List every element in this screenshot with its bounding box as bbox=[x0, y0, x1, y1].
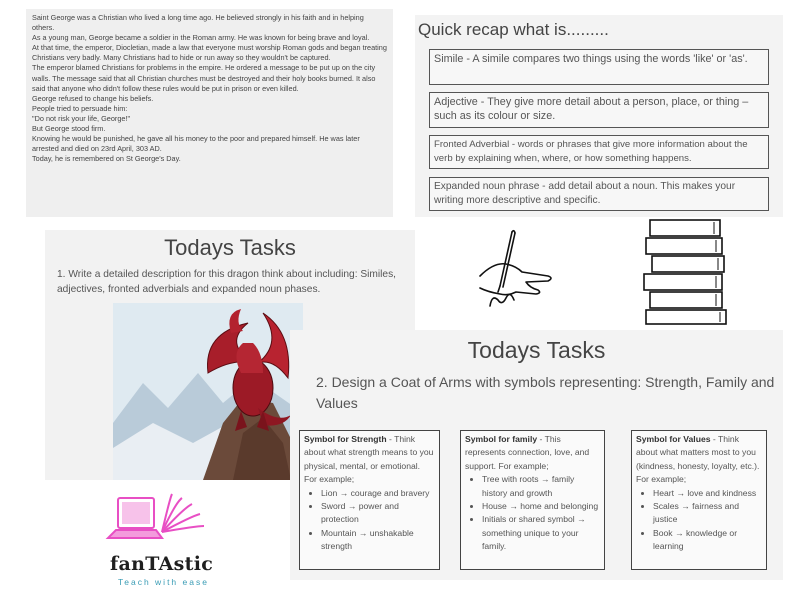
task-2-instruction: 2. Design a Coat of Arms with symbols representing: Strength, Family and Values bbox=[316, 374, 775, 411]
family-description: - This represents connection, love, and support. For example; bbox=[465, 434, 590, 471]
values-heading: Symbol for Values bbox=[636, 434, 711, 444]
list-item: • Heart → love and kindness bbox=[653, 487, 762, 500]
family-list bbox=[465, 473, 600, 553]
list-item: • Book → knowledge or learning bbox=[653, 527, 762, 554]
values-symbol-box bbox=[631, 430, 767, 570]
list-item: • Tree with roots → family history and growth bbox=[482, 473, 600, 500]
story-text bbox=[26, 9, 393, 164]
story-paragraph: George refused to change his beliefs. bbox=[32, 93, 154, 103]
story-paragraph: But George stood firm. bbox=[32, 124, 106, 134]
strength-description: - Think about what strength means to you physical, mental, or emotional. For example; bbox=[304, 434, 434, 485]
fantastic-logo bbox=[100, 488, 220, 588]
tasks-panel-2 bbox=[290, 330, 783, 580]
recap-title: Quick recap what is......... bbox=[418, 20, 609, 39]
tasks-title: Todays Tasks bbox=[467, 337, 606, 363]
recap-panel bbox=[415, 15, 783, 217]
story-paragraph: The emperor blamed Christians for problems in the empire. He ordered a message to be put up on the city walls. The message said that all Christian churches must be destroyed and their holy books burned. It also said that anyone who didn't follow these rules would be put in prison or even killed. bbox=[32, 63, 376, 93]
list-item: • Lion → courage and bravery bbox=[321, 487, 435, 500]
list-item: • Sword → power and protection bbox=[321, 500, 435, 527]
strength-list bbox=[304, 487, 435, 554]
recap-fronted-adverbial-box: Fronted Adverbial - words or phrases that give more information about the verb by explaining when, where, or how something happens. bbox=[429, 135, 769, 169]
family-heading: Symbol for family bbox=[465, 434, 538, 444]
story-paragraph: Saint George was a Christian who lived a long time ago. He believed strongly in his faith and in helping others. bbox=[32, 13, 364, 33]
story-paragraph: At that time, the emperor, Diocletian, made a law that everyone must worship Roman gods and began treating Christians very badly. Many Christians had to hide or run away so they wouldn't be captured. bbox=[32, 43, 387, 63]
recap-expanded-noun-phrase-box: Expanded noun phrase - add detail about a noun. This makes your writing more descriptive and specific. bbox=[429, 177, 769, 211]
story-paragraph: People tried to persuade him: bbox=[32, 103, 128, 113]
tasks-title: Todays Tasks bbox=[164, 235, 296, 260]
list-item: • Mountain → unshakable strength bbox=[321, 527, 435, 554]
book-stack-image bbox=[640, 218, 740, 326]
story-paragraph: As a young man, George became a soldier in the Roman army. He was known for being brave and loyal. bbox=[32, 33, 370, 43]
strength-heading: Symbol for Strength bbox=[304, 434, 387, 444]
recap-simile-box: Simile - A simile compares two things using the words 'like' or 'as'. bbox=[429, 49, 769, 85]
values-description: - Think about what matters most to you (kindness, honesty, loyalty, etc.). For example; bbox=[636, 434, 760, 485]
hand-writing-image bbox=[470, 226, 580, 324]
story-paragraph: Today, he is remembered on St George's Day. bbox=[32, 154, 181, 164]
story-panel bbox=[26, 9, 393, 217]
family-symbol-box bbox=[460, 430, 605, 570]
list-item: • House → home and belonging bbox=[482, 500, 600, 513]
laptop-book-icon bbox=[100, 488, 220, 552]
strength-symbol-box bbox=[299, 430, 440, 570]
dragon-image bbox=[113, 303, 303, 480]
values-list bbox=[636, 487, 762, 554]
story-paragraph: Knowing he would be punished, he gave all his money to the poor and prepared himself. He was later arrested and died on 23rd April, 303 AD. bbox=[32, 134, 360, 154]
recap-adjective-box: Adjective - They give more detail about a person, place, or thing – such as its colour or size. bbox=[429, 92, 769, 128]
task-1-instruction: 1. Write a detailed description for this dragon think about including: Similes, adjectives, fronted adverbials and expanded noun phases. bbox=[57, 269, 397, 295]
list-item: • Initials or shared symbol → something unique to your family. bbox=[482, 513, 600, 553]
list-item: • Scales → fairness and justice bbox=[653, 500, 762, 527]
brand-tagline: Teach with ease bbox=[118, 577, 209, 587]
brand-name: fanTAstic bbox=[110, 553, 214, 575]
story-paragraph: "Do not risk your life, George!" bbox=[32, 113, 131, 123]
